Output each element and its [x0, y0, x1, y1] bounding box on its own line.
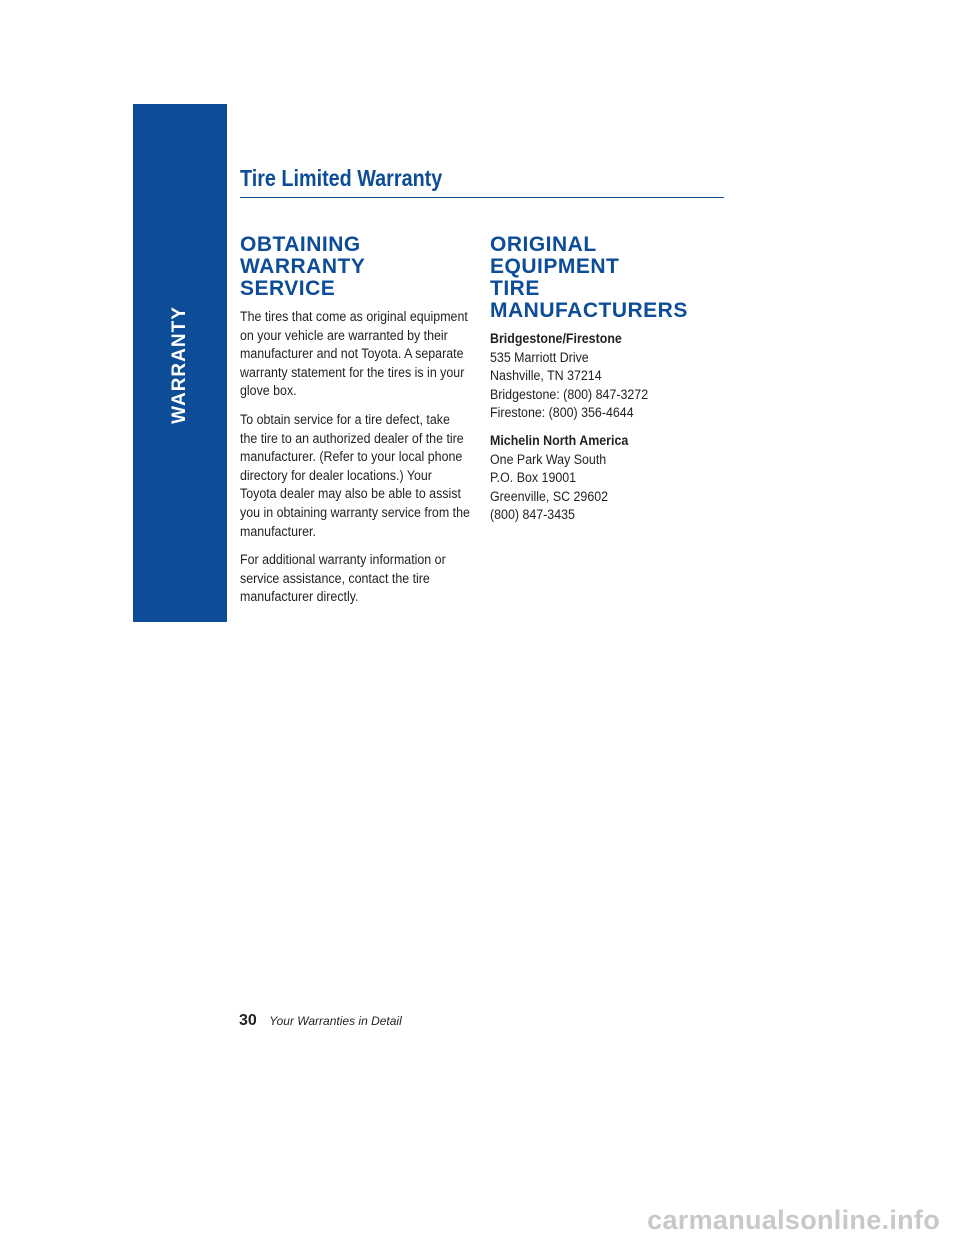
phone-line: (800) 847-3435: [490, 507, 575, 523]
paragraph: To obtain service for a tire defect, take the tire to an authorized dealer of the tire manufacturer. (Refer to your local phone directory for dealer locations.) Your Toyota dealer may also be able to assist you in obtaining warranty service from the manufacturer.: [240, 411, 470, 539]
manufacturer-michelin: [490, 432, 720, 525]
watermark: carmanualsonline.info: [647, 1205, 940, 1235]
address-line: One Park Way South: [490, 451, 607, 467]
phone-line: Bridgestone: (800) 847-3272: [490, 386, 649, 402]
page-number: 30: [239, 1012, 257, 1029]
manufacturer-bridgestone: [490, 330, 720, 423]
right-column: [490, 234, 720, 534]
footer-text: Your Warranties in Detail: [269, 1014, 402, 1028]
address-line: Nashville, TN 37214: [490, 368, 602, 384]
title-divider: [240, 197, 724, 198]
heading-line: ORIGINAL EQUIPMENT: [490, 233, 620, 278]
left-column: [240, 234, 470, 617]
obtaining-service-heading: [240, 234, 470, 300]
side-tab-label: WARRANTY: [169, 306, 190, 424]
heading-line: OBTAINING WARRANTY: [240, 233, 366, 278]
address-line: Greenville, SC 29602: [490, 488, 609, 504]
manufacturer-name: Bridgestone/Firestone: [490, 331, 622, 346]
paragraph: The tires that come as original equipment on your vehicle are warranted by their manufacturer and not Toyota. A separate warranty statement for the tires is in your glove box.: [240, 309, 468, 399]
address-line: P.O. Box 19001: [490, 470, 577, 486]
heading-line: SERVICE: [240, 277, 336, 300]
address-line: 535 Marriott Drive: [490, 349, 589, 365]
manufacturer-name: Michelin North America: [490, 432, 629, 448]
manufacturers-heading: [490, 234, 720, 322]
heading-line: TIRE MANUFACTURERS: [490, 277, 688, 322]
page-footer: [239, 1012, 402, 1030]
phone-line: Firestone: (800) 356-4644: [490, 405, 634, 421]
page-title: Tire Limited Warranty: [240, 165, 443, 191]
paragraph: For additional warranty information or service assistance, contact the tire manufacturer directly.: [240, 552, 446, 605]
